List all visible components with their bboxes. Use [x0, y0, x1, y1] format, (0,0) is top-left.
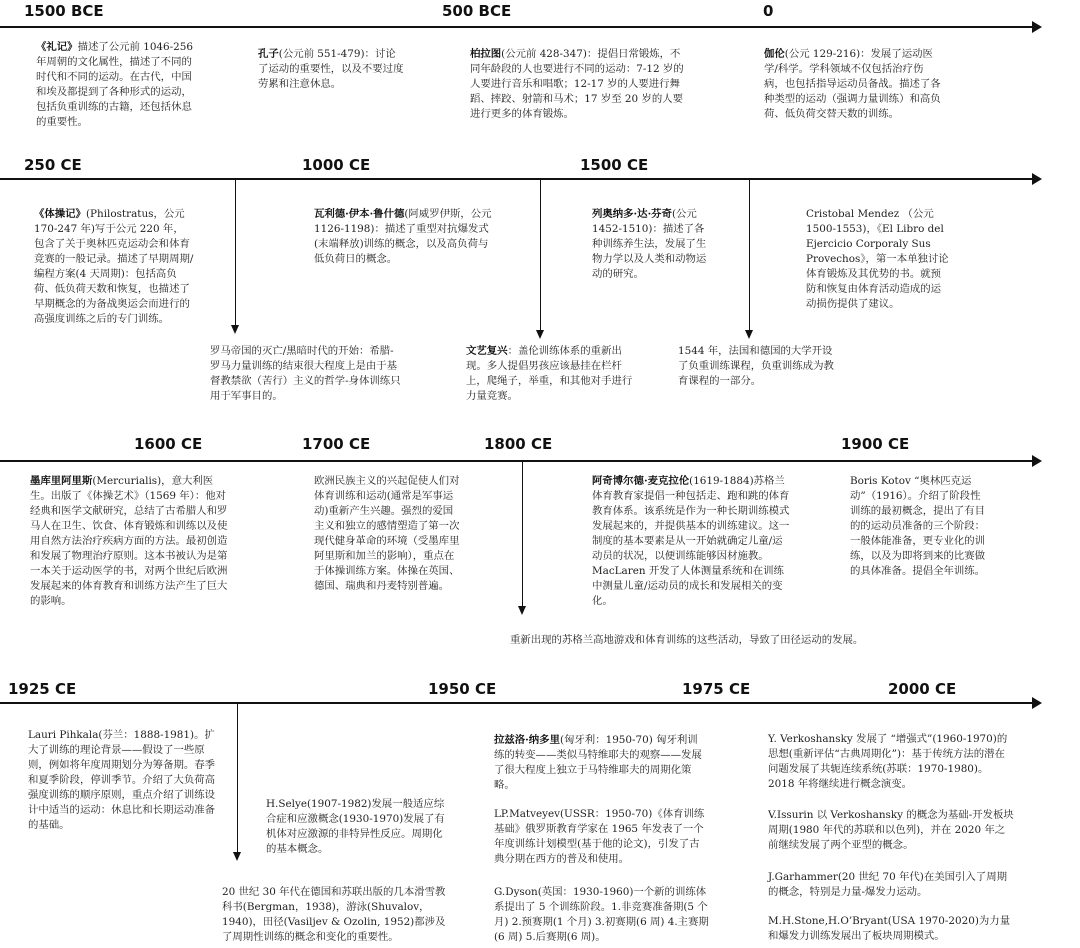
entry-dyson: [494, 885, 714, 945]
connector-line: [749, 180, 750, 332]
entry-name: 文艺复兴: [466, 345, 508, 357]
entry-mercurialis: [30, 474, 230, 609]
connector-line: [540, 180, 541, 332]
year-label-1500ce: 1500 CE: [580, 156, 649, 174]
entry-maclaren: [592, 474, 792, 609]
connector-arrow: [745, 330, 753, 339]
entry-nationalism: [314, 474, 462, 594]
entry-text: (公元前 428-347)：提倡日常锻炼，不同年龄段的人也要进行不同的运动：7-12 岁的人要进行音乐和唱歌；12-17 岁的人要进行舞蹈、摔跤、射箭和马术；17 岁至 20 岁的人要进行更多的体育锻炼。: [470, 48, 684, 120]
entry-text: 20 世纪 30 年代在德国和苏联出版的几本滑雪教科书(Bergman，1938)，游泳(Shuvalov，1940)，田径(Vasiljev & Ozolin, 1952)都涉及了周期性训练的概念和变化的重要性。: [222, 886, 446, 943]
entry-text: 重新出现的苏格兰高地游戏和体育训练的这些活动，导致了田径运动的发展。: [510, 634, 864, 646]
entry-text: (公元 129-216)：发展了运动医学/科学。学科领域不仅包括治疗伤病，也包括指导运动员备战。描述了各种类型的运动（强调力量训练）和高负荷、低负荷交替天数的训练。: [764, 48, 941, 120]
entry-text: 1544 年，法国和德国的大学开设了负重训练课程，负重训练成为教育课程的一部分。: [678, 345, 834, 387]
entry-text: Y. Verkoshansky 发展了 “增强式”(1960-1970)的思想(重新评估“古典周期化”)：基于传统方法的潜在问题发展了共轭连续系统(苏联：1970-1980)。2018 年将继续进行概念演变。: [768, 733, 1008, 790]
timeline-axis-2: [0, 178, 1034, 180]
year-label-2000ce: 2000 CE: [888, 680, 957, 698]
year-label-1700ce: 1700 CE: [302, 435, 371, 453]
timeline-axis-3: [0, 460, 1034, 462]
entry-text: Cristobal Mendez （公元 1500-1553)，《El Libro del Ejercicio Corporaly Sus Provechos》，第一本单独讨论体育锻炼及其优势的书。就预防和恢复由体育活动造成的运动损伤提供了建议。: [806, 208, 949, 310]
entry-text: (1619-1884)苏格兰体育教育家提倡一种包括走、跑和跳的体育教育体系。该系统是作为一种长期训练模式发展起来的，并提供基本的训练建议。这一制度的基本要素是从一开始就确定儿童/运动员的状况，以便训练能够因材施教。MacLaren 开发了人体测量系统和在训练中测量儿童/运动员的成长和发展相关的变化。: [592, 475, 790, 607]
entry-liji: [36, 40, 202, 130]
entry-name: 拉兹洛·纳多里: [494, 734, 560, 746]
entry-text: G.Dyson(英国：1930-1960)一个新的训练体系提出了 5 个训练阶段。1.非竞赛准备期(5 个月) 2.预赛期(1 个月) 3.初赛期(6 周) 4.主赛期(6 周) 5.后赛期(6 周)。: [494, 886, 709, 943]
entry-text: 描述了公元前 1046-256 年周朝的文化属性，描述了不同的时代和不同的运动。在古代，中国和埃及都提到了各种形式的运动，包括负重训练的古籍，还包括休息的重要性。: [36, 41, 193, 128]
timeline-axis-4: [0, 702, 1034, 704]
entry-text: (公元 1452-1510)：描述了各种训练养生法，发展了生物力学以及人类和动物运动的研究。: [592, 208, 707, 280]
year-label-1500bce: 1500 BCE: [24, 2, 104, 20]
entry-mendez: [806, 207, 950, 312]
entry-nadori: [494, 733, 706, 793]
entry-pihkala: [28, 728, 224, 833]
entry-confucius: [258, 47, 404, 92]
entry-text: Boris Kotov “奥林匹克运动”（1916）。介绍了阶段性训练的最初概念，提出了有目的的运动员准备的三个阶段：一般体能准备，更专业化的训练，以及为即将到来的比赛做的具体准备。提倡全年训练。: [850, 475, 986, 577]
entry-selye: [266, 797, 446, 857]
entry-matveyev: [494, 807, 706, 867]
entry-univ-1544: [678, 344, 842, 389]
entry-name: 孔子: [258, 48, 279, 60]
entry-plato: [470, 47, 686, 122]
entry-text: V.Issurin 以 Verkoshansky 的概念为基础-开发板块周期(1980 年代的苏联和以色列)，并在 2020 年之前继续发展了两个亚型的概念。: [768, 809, 1014, 851]
entry-name: 柏拉图: [470, 48, 502, 60]
connector-line: [235, 180, 236, 326]
entry-name: 《礼记》: [36, 41, 78, 53]
timeline-axis-1: [0, 26, 1034, 28]
entry-renaissance: [466, 344, 638, 404]
entry-text: (阿威罗伊斯，公元 1126-1198)：描述了重型对抗爆发式(末端释放)训练的概念，以及高负荷与低负荷日的概念。: [314, 208, 492, 265]
entry-text: (Philostratus，公元 170-247 年)写于公元 220 年，包含了关于奥林匹克运动会和体育竞赛的一般记录。描述了早期周期/编程方案(4 天周期)：包括高负荷、低负荷天数和恢复，也描述了早期概念的为备战奥运会而进行的高强度训练之后的专门训练。: [34, 208, 194, 325]
entry-text: H.Selye(1907-1982)发展一般适应综合症和应激概念(1930-1970)发展了有机体对应激源的非特异性反应。周期化的基本概念。: [266, 798, 445, 855]
year-label-1600ce: 1600 CE: [134, 435, 203, 453]
entry-issurin: [768, 808, 1014, 853]
entry-thirties: [222, 885, 448, 945]
connector-arrow: [536, 330, 544, 339]
connector-line: [237, 704, 238, 854]
entry-name: 《体操记》: [34, 208, 86, 220]
entry-text: J.Garhammer(20 世纪 70 年代)在美国引入了周期的概念，特别是力量-爆发力运动。: [768, 871, 1007, 898]
entry-name: 墨库里阿里斯: [30, 475, 93, 487]
entry-averroes: [314, 207, 498, 267]
year-label-1800ce: 1800 CE: [484, 435, 553, 453]
entry-text: Lauri Pihkala(芬兰：1888-1981)。扩大了训练的理论背景——假设了一些原则，例如将年度周期划分为筹备期。春季和夏季阶段，停训季节。介绍了大负荷高强度训练的顺序原则，重点介绍了训练设计中适当的运动：休息比和长期运动准备的基础。: [28, 729, 216, 831]
entry-kotov: [850, 474, 990, 579]
year-label-0: 0: [763, 2, 774, 20]
connector-arrow: [518, 606, 526, 615]
entry-name: 列奥纳多·达·芬奇: [592, 208, 672, 220]
entry-verkhoshansky: [768, 732, 1014, 792]
entry-text: M.H.Stone,H.O’Bryant(USA 1970-2020)为力量和爆发力训练发展出了板块周期模式。: [768, 915, 1011, 942]
entry-name: 伽伦: [764, 48, 785, 60]
entry-name: 瓦利德·伊本·鲁什德: [314, 208, 405, 220]
entry-da-vinci: [592, 207, 708, 282]
entry-stone: [768, 914, 1014, 944]
year-label-500bce: 500 BCE: [442, 2, 512, 20]
entry-name: 阿奇博尔德·麦克拉伦: [592, 475, 690, 487]
connector-arrow: [233, 852, 241, 861]
entry-text: (匈牙利：1950-70) 匈牙利训练的转变——类似马特维耶夫的观察——发展了很大程度上独立于马特维耶夫的周期化策略。: [494, 734, 702, 791]
year-label-1900ce: 1900 CE: [841, 435, 910, 453]
entry-text: (Mercurialis)，意大利医生。出版了《体操艺术》（1569 年）：他对经典和医学文献研究，总结了古希腊人和罗马人在卫生、饮食、体育锻炼和训练以及使用自然方法治疗疾病方面的方法。最初创造和发展了物理治疗原则。这本书被认为是第一本关于运动医学的书，对两个世纪后欧洲发展起来的体育教育和训练方法产生了巨大的影响。: [30, 475, 228, 607]
entry-text: LP.Matveyev(USSR：1950-70)《体育训练基础》俄罗斯教育学家在 1965 年发表了一个年度训练计划模型(基于他的论文)，引发了古典分期在西方的普及和使用。: [494, 808, 705, 865]
year-label-1925ce: 1925 CE: [8, 680, 77, 698]
entry-rome-fall: [210, 344, 404, 404]
entry-text: 欧洲民族主义的兴起促使人们对体育训练和运动(通常是军事运动)重新产生兴趣。强烈的爱国主义和独立的感情塑造了第一次现代健身革命的环境（受墨库里阿里斯和加兰的影响），重点在于体操训练方案。体操在英国、德国、瑞典和丹麦特别普遍。: [314, 475, 460, 592]
year-label-1000ce: 1000 CE: [302, 156, 371, 174]
year-label-250ce: 250 CE: [24, 156, 82, 174]
entry-galen: [764, 47, 942, 122]
year-label-1975ce: 1975 CE: [682, 680, 751, 698]
entry-text: 罗马帝国的灭亡/黑暗时代的开始：希腊-罗马力量训练的结束很大程度上是由于基督教禁欲（苦行）主义的哲学-身体训练只用于军事目的。: [210, 345, 401, 402]
year-label-1950ce: 1950 CE: [428, 680, 497, 698]
entry-scottish-games: [510, 633, 930, 648]
connector-line: [522, 462, 523, 608]
entry-text: ：盖伦训练体系的重新出现。多人提倡男孩应该悬挂在栏杆上，爬绳子，举重，和其他对手进行力量竞赛。: [466, 345, 633, 402]
entry-gymnastikos: [34, 207, 194, 327]
connector-arrow: [231, 325, 239, 334]
entry-text: (公元前 551-479)：讨论了运动的重要性，以及不要过度劳累和注意休息。: [258, 48, 404, 90]
entry-garhammer: [768, 870, 1014, 900]
